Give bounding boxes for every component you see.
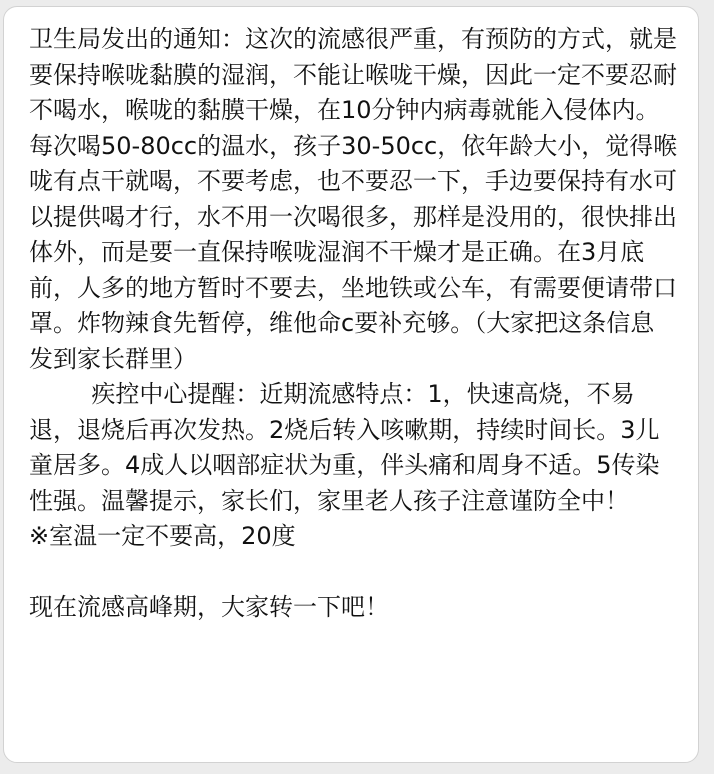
message-paragraph-notice: 卫生局发出的通知：这次的流感很严重，有预防的方式，就是要保持喉咙黏膜的湿润，不能让喉咙干燥，因此一定不要忍耐不喝水，喉咙的黏膜干燥，在10分钟内病毒就能入侵体内。每次喝50-80cc的温水，孩子30-50cc，依年龄大小，觉得喉咙有点干就喝，不要考虑，也不要忍一下，手边要保持有水可以提供喝才行，水不用一次喝很多，那样是没用的，很快排出体外，而是要一直保持喉咙湿润不干燥才是正确。在3月底前，人多的地方暂时不要去，坐地铁或公车，有需要便请带口罩。炸物辣食先暂停，维他命c要补充够。（大家把这条信息发到家长群里） [29, 25, 678, 373]
message-paragraph-cdc-reminder: 疾控中心提醒：近期流感特点：1，快速高烧，不易退，退烧后再次发热。2烧后转入咳嗽期，持续时间长。3儿童居多。4成人以咽部症状为重，伴头痛和周身不适。5传染性强。温馨提示，家长们，家里老人孩子注意谨防全中！ [29, 380, 660, 515]
message-blank-line [29, 555, 678, 591]
message-bubble[interactable] [3, 6, 699, 763]
message-paragraph-room-temperature: ※室温一定不要高，20度 [29, 522, 296, 550]
message-paragraph-share-request: 现在流感高峰期，大家转一下吧！ [29, 593, 389, 621]
